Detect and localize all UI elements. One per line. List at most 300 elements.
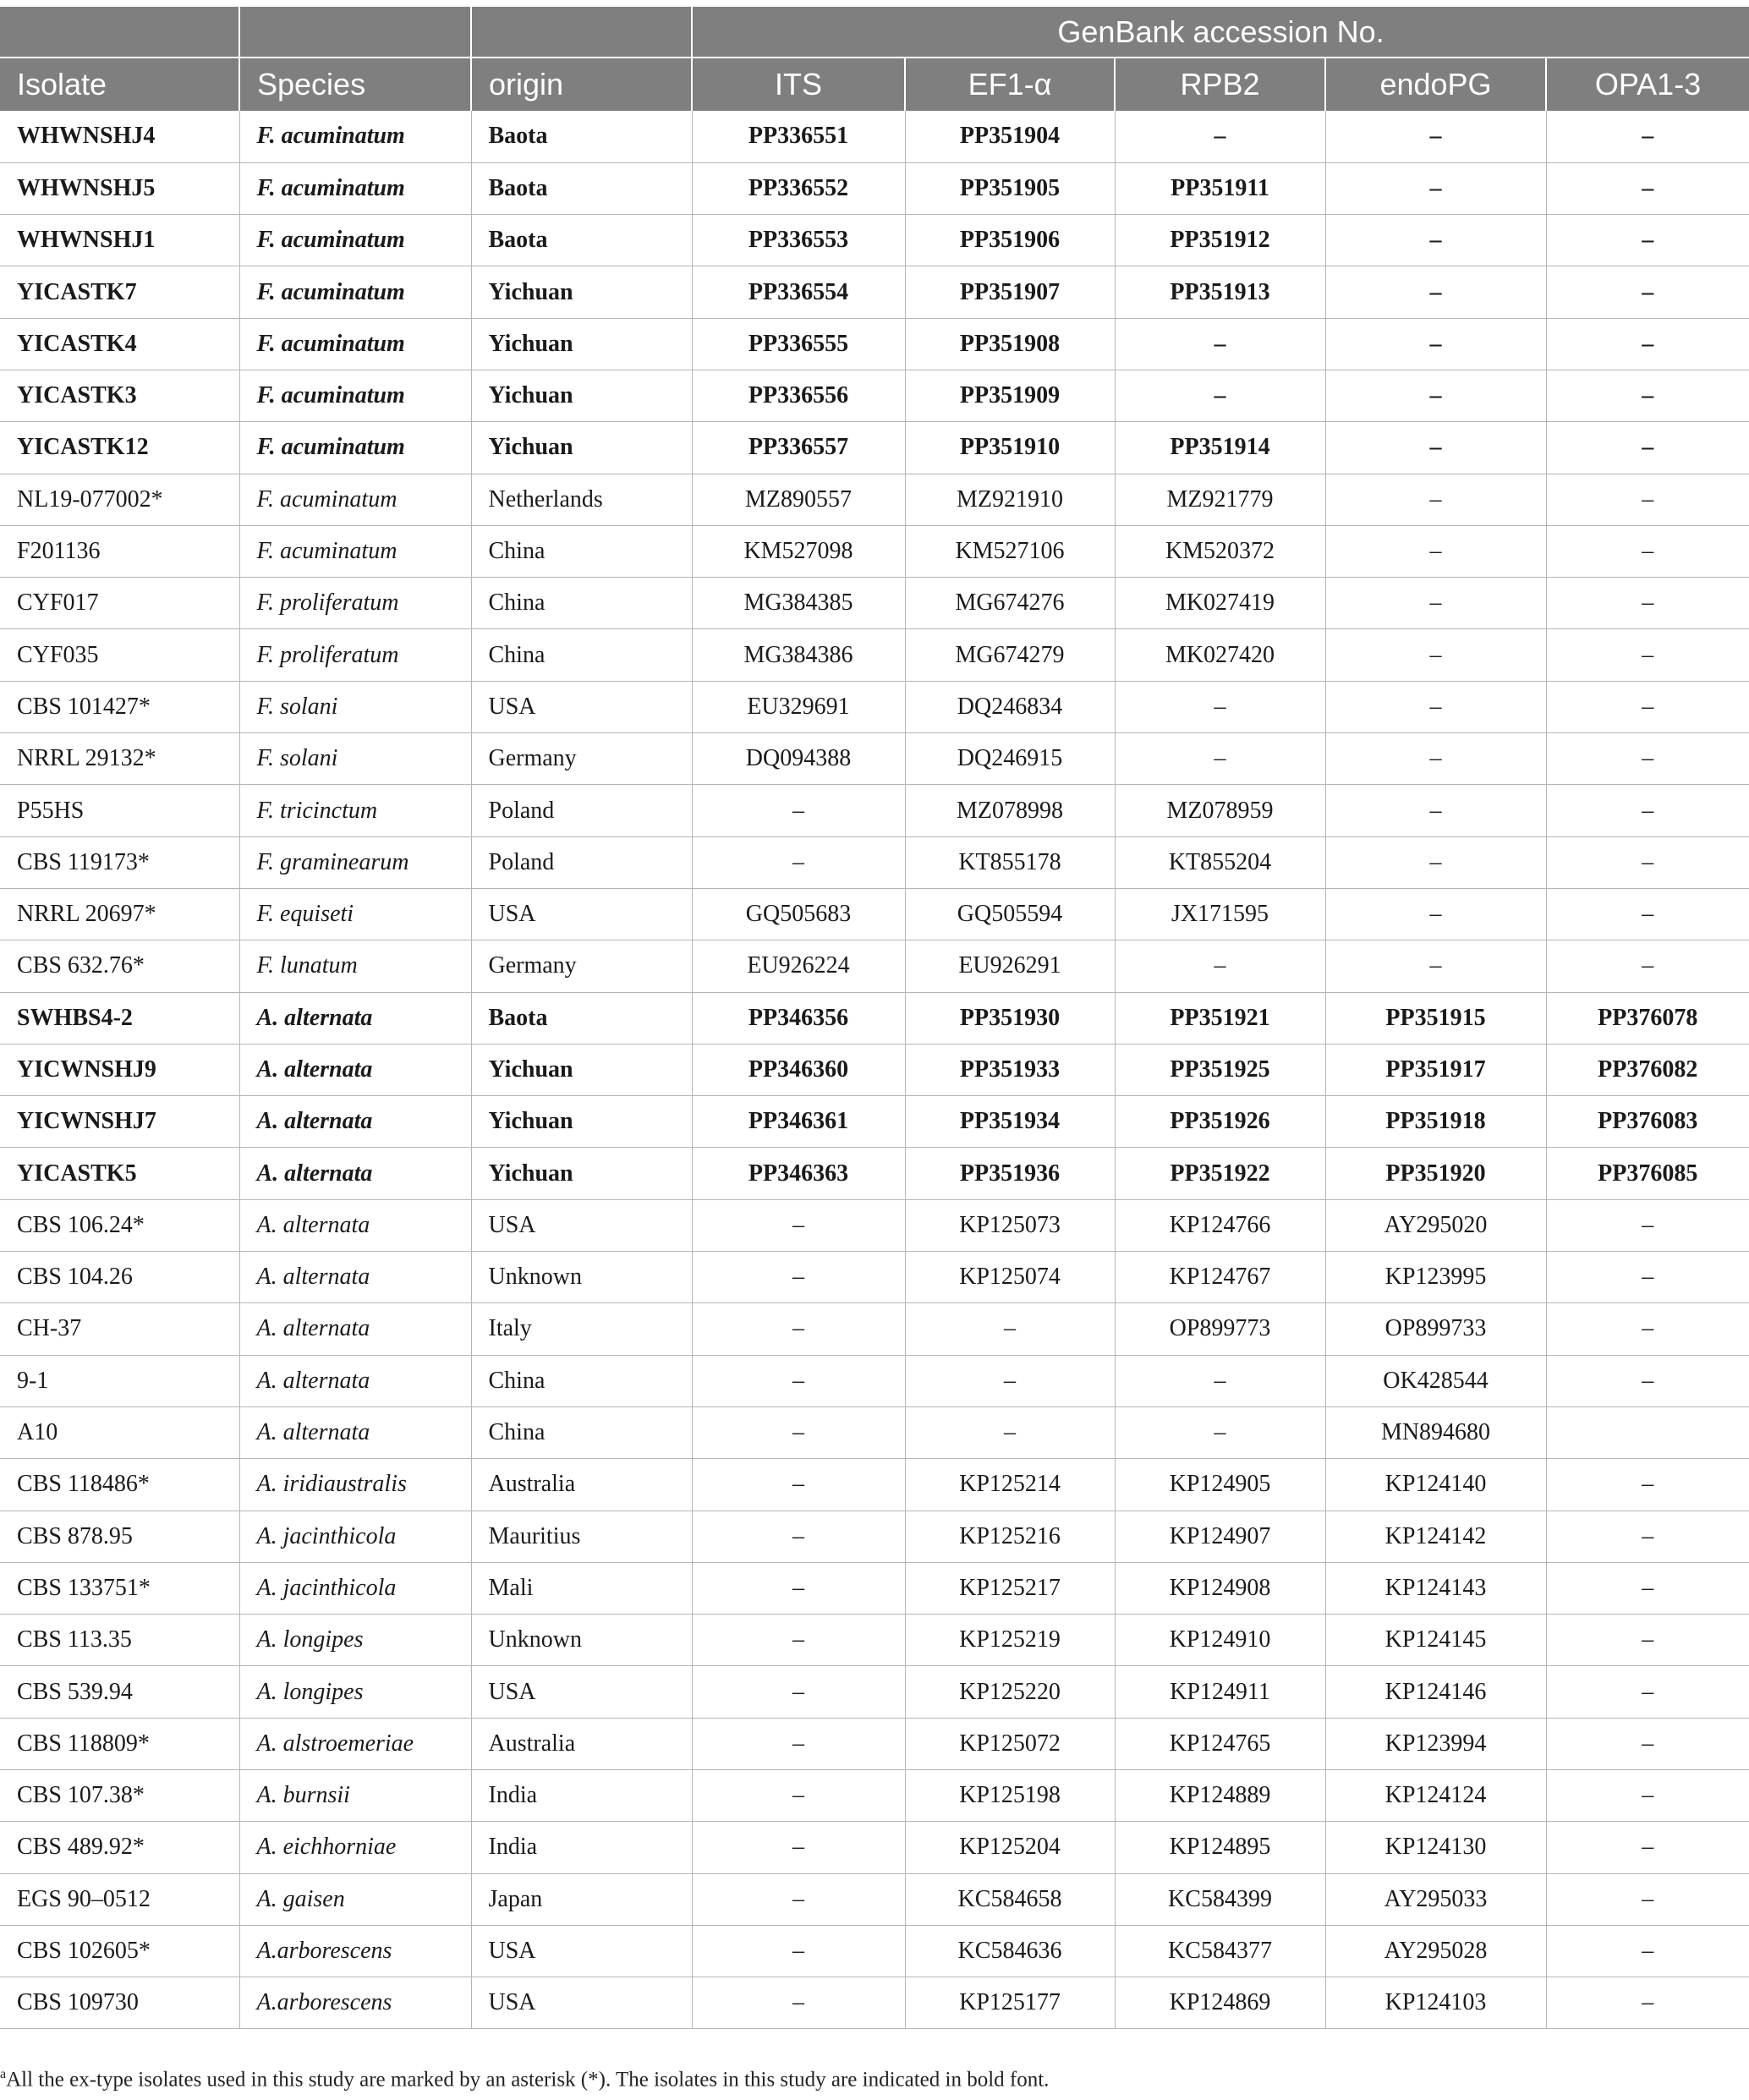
- rpb2-cell: KM520372: [1115, 525, 1325, 577]
- ef1a-cell: KP125219: [905, 1615, 1115, 1666]
- its-cell: –: [692, 1199, 905, 1251]
- origin-cell: India: [471, 1822, 692, 1873]
- species-cell: A.arborescens: [239, 1925, 471, 1977]
- isolate-cell: CYF017: [0, 578, 239, 629]
- its-cell: –: [692, 1615, 905, 1666]
- opa13-cell: –: [1546, 215, 1749, 266]
- isolate-cell: EGS 90–0512: [0, 1873, 239, 1925]
- opa13-cell: –: [1546, 785, 1749, 836]
- table-body: [0, 111, 1749, 2029]
- table-row: [0, 1822, 1749, 1873]
- endopg-cell: PP351918: [1325, 1096, 1546, 1148]
- table-row: [0, 1459, 1749, 1511]
- ef1a-cell: KT855178: [905, 836, 1115, 888]
- origin-cell: Yichuan: [471, 370, 692, 421]
- col-header-its: ITS: [692, 58, 905, 111]
- rpb2-cell: KT855204: [1115, 836, 1325, 888]
- table-row: [0, 1355, 1749, 1406]
- its-cell: –: [692, 1406, 905, 1458]
- rpb2-cell: PP351925: [1115, 1044, 1325, 1095]
- isolate-cell: 9-1: [0, 1355, 239, 1406]
- origin-cell: Netherlands: [471, 474, 692, 525]
- species-cell: A. jacinthicola: [239, 1511, 471, 1562]
- species-cell: F. solani: [239, 681, 471, 732]
- endopg-cell: –: [1325, 266, 1546, 318]
- opa13-cell: –: [1546, 266, 1749, 318]
- endopg-cell: –: [1325, 215, 1546, 266]
- rpb2-cell: KP124908: [1115, 1562, 1325, 1614]
- rpb2-cell: –: [1115, 681, 1325, 732]
- rpb2-cell: PP351912: [1115, 215, 1325, 266]
- origin-cell: Baota: [471, 162, 692, 214]
- table-row: [0, 1044, 1749, 1095]
- table-row: [0, 1925, 1749, 1977]
- table-footnote: [0, 2067, 1049, 2092]
- species-cell: F. proliferatum: [239, 629, 471, 681]
- isolate-cell: WHWNSHJ1: [0, 215, 239, 266]
- ef1a-cell: –: [905, 1406, 1115, 1458]
- header-blank: [471, 7, 692, 58]
- table-row: [0, 1406, 1749, 1458]
- origin-cell: Mauritius: [471, 1511, 692, 1562]
- endopg-cell: –: [1325, 888, 1546, 940]
- isolate-cell: NRRL 29132*: [0, 733, 239, 785]
- table-row: [0, 733, 1749, 785]
- opa13-cell: –: [1546, 1615, 1749, 1666]
- species-cell: A. alternata: [239, 1199, 471, 1251]
- origin-cell: Italy: [471, 1303, 692, 1355]
- endopg-cell: KP124142: [1325, 1511, 1546, 1562]
- its-cell: PP346363: [692, 1148, 905, 1199]
- ef1a-cell: PP351933: [905, 1044, 1115, 1095]
- rpb2-cell: KP124905: [1115, 1459, 1325, 1511]
- origin-cell: Germany: [471, 733, 692, 785]
- rpb2-cell: KP124889: [1115, 1770, 1325, 1822]
- endopg-cell: KP123994: [1325, 1718, 1546, 1769]
- isolate-cell: A10: [0, 1406, 239, 1458]
- table-row: [0, 681, 1749, 732]
- its-cell: –: [692, 1252, 905, 1303]
- isolate-cell: YICWNSHJ7: [0, 1096, 239, 1148]
- endopg-cell: –: [1325, 578, 1546, 629]
- its-cell: –: [692, 1925, 905, 1977]
- ef1a-cell: –: [905, 1303, 1115, 1355]
- origin-cell: China: [471, 1406, 692, 1458]
- table-row: [0, 474, 1749, 525]
- group-header-row: [0, 7, 1749, 58]
- rpb2-cell: –: [1115, 940, 1325, 992]
- its-cell: DQ094388: [692, 733, 905, 785]
- opa13-cell: –: [1546, 1303, 1749, 1355]
- rpb2-cell: KP124895: [1115, 1822, 1325, 1873]
- table-row: [0, 266, 1749, 318]
- isolate-cell: YICASTK7: [0, 266, 239, 318]
- opa13-cell: –: [1546, 162, 1749, 214]
- species-cell: F. acuminatum: [239, 266, 471, 318]
- endopg-cell: OP899733: [1325, 1303, 1546, 1355]
- opa13-cell: –: [1546, 940, 1749, 992]
- species-cell: F. graminearum: [239, 836, 471, 888]
- species-cell: A. alternata: [239, 992, 471, 1044]
- isolate-cell: CBS 118809*: [0, 1718, 239, 1769]
- isolate-cell: YICASTK3: [0, 370, 239, 421]
- endopg-cell: KP124146: [1325, 1666, 1546, 1718]
- species-cell: A. alstroemeriae: [239, 1718, 471, 1769]
- species-cell: A. longipes: [239, 1666, 471, 1718]
- species-cell: A. alternata: [239, 1096, 471, 1148]
- endopg-cell: PP351917: [1325, 1044, 1546, 1095]
- its-cell: PP336554: [692, 266, 905, 318]
- rpb2-cell: MK027419: [1115, 578, 1325, 629]
- isolate-cell: WHWNSHJ4: [0, 111, 239, 162]
- origin-cell: Yichuan: [471, 318, 692, 370]
- table-row: [0, 1096, 1749, 1148]
- isolate-cell: YICASTK5: [0, 1148, 239, 1199]
- origin-cell: China: [471, 578, 692, 629]
- ef1a-cell: KP125074: [905, 1252, 1115, 1303]
- origin-cell: Japan: [471, 1873, 692, 1925]
- endopg-cell: KP123995: [1325, 1252, 1546, 1303]
- table-row: [0, 940, 1749, 992]
- table-row: [0, 1770, 1749, 1822]
- origin-cell: USA: [471, 681, 692, 732]
- ef1a-cell: MZ921910: [905, 474, 1115, 525]
- species-cell: F. acuminatum: [239, 474, 471, 525]
- table-row: [0, 370, 1749, 421]
- col-header-rpb2: RPB2: [1115, 58, 1325, 111]
- opa13-cell: –: [1546, 1718, 1749, 1769]
- isolate-cell: CBS 107.38*: [0, 1770, 239, 1822]
- opa13-cell: –: [1546, 578, 1749, 629]
- ef1a-cell: KP125198: [905, 1770, 1115, 1822]
- isolate-cell: NRRL 20697*: [0, 888, 239, 940]
- isolate-cell: CBS 878.95: [0, 1511, 239, 1562]
- table-row: [0, 1303, 1749, 1355]
- its-cell: MG384386: [692, 629, 905, 681]
- table-row: [0, 1873, 1749, 1925]
- its-cell: GQ505683: [692, 888, 905, 940]
- ef1a-cell: PP351906: [905, 215, 1115, 266]
- ef1a-cell: MG674279: [905, 629, 1115, 681]
- species-cell: F. acuminatum: [239, 422, 471, 474]
- endopg-cell: PP351920: [1325, 1148, 1546, 1199]
- rpb2-cell: MZ078959: [1115, 785, 1325, 836]
- isolate-cell: YICASTK12: [0, 422, 239, 474]
- endopg-cell: –: [1325, 162, 1546, 214]
- origin-cell: Baota: [471, 215, 692, 266]
- rpb2-cell: PP351911: [1115, 162, 1325, 214]
- origin-cell: Poland: [471, 785, 692, 836]
- table-row: [0, 1718, 1749, 1769]
- endopg-cell: –: [1325, 318, 1546, 370]
- ef1a-cell: KP125073: [905, 1199, 1115, 1251]
- origin-cell: China: [471, 525, 692, 577]
- opa13-cell: PP376085: [1546, 1148, 1749, 1199]
- its-cell: –: [692, 785, 905, 836]
- its-cell: PP336551: [692, 111, 905, 162]
- species-cell: F. solani: [239, 733, 471, 785]
- table-row: [0, 1615, 1749, 1666]
- species-cell: F. lunatum: [239, 940, 471, 992]
- origin-cell: India: [471, 1770, 692, 1822]
- opa13-cell: –: [1546, 1666, 1749, 1718]
- rpb2-cell: –: [1115, 370, 1325, 421]
- ef1a-cell: PP351908: [905, 318, 1115, 370]
- species-cell: A. alternata: [239, 1355, 471, 1406]
- rpb2-cell: PP351913: [1115, 266, 1325, 318]
- origin-cell: Unknown: [471, 1615, 692, 1666]
- ef1a-cell: KP125072: [905, 1718, 1115, 1769]
- isolate-cell: CBS 119173*: [0, 836, 239, 888]
- its-cell: PP336552: [692, 162, 905, 214]
- species-cell: A. burnsii: [239, 1770, 471, 1822]
- origin-cell: Yichuan: [471, 1096, 692, 1148]
- its-cell: PP336553: [692, 215, 905, 266]
- origin-cell: China: [471, 629, 692, 681]
- isolate-cell: CBS 133751*: [0, 1562, 239, 1614]
- rpb2-cell: KP124911: [1115, 1666, 1325, 1718]
- endopg-cell: –: [1325, 836, 1546, 888]
- endopg-cell: –: [1325, 525, 1546, 577]
- its-cell: –: [692, 1355, 905, 1406]
- ef1a-cell: PP351909: [905, 370, 1115, 421]
- footnote-marker: a: [0, 2067, 7, 2081]
- isolate-cell: CBS 539.94: [0, 1666, 239, 1718]
- its-cell: PP336556: [692, 370, 905, 421]
- opa13-cell: –: [1546, 422, 1749, 474]
- endopg-cell: AY295033: [1325, 1873, 1546, 1925]
- its-cell: –: [692, 1459, 905, 1511]
- opa13-cell: –: [1546, 888, 1749, 940]
- opa13-cell: –: [1546, 525, 1749, 577]
- isolate-cell: YICASTK4: [0, 318, 239, 370]
- origin-cell: Baota: [471, 111, 692, 162]
- species-cell: A. alternata: [239, 1044, 471, 1095]
- ef1a-cell: KP125220: [905, 1666, 1115, 1718]
- opa13-cell: –: [1546, 1925, 1749, 1977]
- isolate-cell: CBS 632.76*: [0, 940, 239, 992]
- opa13-cell: –: [1546, 1822, 1749, 1873]
- endopg-cell: KP124140: [1325, 1459, 1546, 1511]
- origin-cell: Australia: [471, 1459, 692, 1511]
- origin-cell: USA: [471, 1666, 692, 1718]
- ef1a-cell: KP125204: [905, 1822, 1115, 1873]
- endopg-cell: –: [1325, 111, 1546, 162]
- origin-cell: Germany: [471, 940, 692, 992]
- its-cell: MZ890557: [692, 474, 905, 525]
- table-row: [0, 836, 1749, 888]
- isolate-cell: CBS 489.92*: [0, 1822, 239, 1873]
- its-cell: –: [692, 1303, 905, 1355]
- rpb2-cell: KC584377: [1115, 1925, 1325, 1977]
- origin-cell: USA: [471, 888, 692, 940]
- endopg-cell: –: [1325, 785, 1546, 836]
- table-row: [0, 1977, 1749, 2029]
- header-blank: [0, 7, 239, 58]
- endopg-cell: –: [1325, 629, 1546, 681]
- ef1a-cell: KP125216: [905, 1511, 1115, 1562]
- ef1a-cell: PP351905: [905, 162, 1115, 214]
- species-cell: A. eichhorniae: [239, 1822, 471, 1873]
- opa13-cell: –: [1546, 1199, 1749, 1251]
- accession-table: [0, 7, 1749, 2029]
- opa13-cell: –: [1546, 370, 1749, 421]
- its-cell: –: [692, 1666, 905, 1718]
- its-cell: –: [692, 1977, 905, 2029]
- ef1a-cell: KP125214: [905, 1459, 1115, 1511]
- table-row: [0, 888, 1749, 940]
- species-cell: A. alternata: [239, 1252, 471, 1303]
- ef1a-cell: EU926291: [905, 940, 1115, 992]
- opa13-cell: PP376082: [1546, 1044, 1749, 1095]
- rpb2-cell: JX171595: [1115, 888, 1325, 940]
- endopg-cell: –: [1325, 681, 1546, 732]
- species-cell: F. proliferatum: [239, 578, 471, 629]
- species-cell: A.arborescens: [239, 1977, 471, 2029]
- rpb2-cell: KP124766: [1115, 1199, 1325, 1251]
- opa13-cell: –: [1546, 318, 1749, 370]
- opa13-cell: –: [1546, 733, 1749, 785]
- ef1a-cell: KP125217: [905, 1562, 1115, 1614]
- its-cell: PP346356: [692, 992, 905, 1044]
- table-row: [0, 1666, 1749, 1718]
- species-cell: F. acuminatum: [239, 215, 471, 266]
- origin-cell: Yichuan: [471, 422, 692, 474]
- ef1a-cell: MG674276: [905, 578, 1115, 629]
- opa13-cell: PP376078: [1546, 992, 1749, 1044]
- origin-cell: USA: [471, 1977, 692, 2029]
- isolate-cell: CBS 106.24*: [0, 1199, 239, 1251]
- ef1a-cell: KC584636: [905, 1925, 1115, 1977]
- isolate-cell: CBS 104.26: [0, 1252, 239, 1303]
- rpb2-cell: –: [1115, 111, 1325, 162]
- table-row: [0, 525, 1749, 577]
- its-cell: –: [692, 1770, 905, 1822]
- species-cell: A. longipes: [239, 1615, 471, 1666]
- opa13-cell: –: [1546, 1873, 1749, 1925]
- endopg-cell: KP124145: [1325, 1615, 1546, 1666]
- rpb2-cell: KP124767: [1115, 1252, 1325, 1303]
- its-cell: –: [692, 1718, 905, 1769]
- rpb2-cell: PP351914: [1115, 422, 1325, 474]
- rpb2-cell: KP124910: [1115, 1615, 1325, 1666]
- species-cell: F. equiseti: [239, 888, 471, 940]
- its-cell: –: [692, 1511, 905, 1562]
- rpb2-cell: KP124869: [1115, 1977, 1325, 2029]
- endopg-cell: MN894680: [1325, 1406, 1546, 1458]
- opa13-cell: –: [1546, 1511, 1749, 1562]
- col-header-ef1a: EF1-α: [905, 58, 1115, 111]
- rpb2-cell: –: [1115, 1406, 1325, 1458]
- ef1a-cell: PP351910: [905, 422, 1115, 474]
- species-cell: F. tricinctum: [239, 785, 471, 836]
- rpb2-cell: KP124765: [1115, 1718, 1325, 1769]
- rpb2-cell: –: [1115, 1355, 1325, 1406]
- species-cell: F. acuminatum: [239, 525, 471, 577]
- ef1a-cell: PP351930: [905, 992, 1115, 1044]
- table-row: [0, 111, 1749, 162]
- isolate-cell: NL19-077002*: [0, 474, 239, 525]
- origin-cell: Yichuan: [471, 1148, 692, 1199]
- isolate-cell: CBS 118486*: [0, 1459, 239, 1511]
- origin-cell: USA: [471, 1925, 692, 1977]
- opa13-cell: –: [1546, 1459, 1749, 1511]
- origin-cell: Baota: [471, 992, 692, 1044]
- its-cell: EU926224: [692, 940, 905, 992]
- ef1a-cell: MZ078998: [905, 785, 1115, 836]
- endopg-cell: –: [1325, 422, 1546, 474]
- col-header-species: Species: [239, 58, 471, 111]
- species-cell: F. acuminatum: [239, 370, 471, 421]
- endopg-cell: OK428544: [1325, 1355, 1546, 1406]
- table-row: [0, 1199, 1749, 1251]
- its-cell: –: [692, 836, 905, 888]
- origin-cell: Yichuan: [471, 266, 692, 318]
- isolate-cell: CBS 113.35: [0, 1615, 239, 1666]
- rpb2-cell: MZ921779: [1115, 474, 1325, 525]
- isolate-cell: F201136: [0, 525, 239, 577]
- origin-cell: Mali: [471, 1562, 692, 1614]
- opa13-cell: –: [1546, 474, 1749, 525]
- opa13-cell: –: [1546, 681, 1749, 732]
- its-cell: MG384385: [692, 578, 905, 629]
- table-row: [0, 578, 1749, 629]
- opa13-cell: [1546, 1406, 1749, 1458]
- ef1a-cell: KM527106: [905, 525, 1115, 577]
- endopg-cell: AY295020: [1325, 1199, 1546, 1251]
- species-cell: F. acuminatum: [239, 162, 471, 214]
- ef1a-cell: PP351936: [905, 1148, 1115, 1199]
- its-cell: PP346360: [692, 1044, 905, 1095]
- species-cell: A. jacinthicola: [239, 1562, 471, 1614]
- table-row: [0, 1511, 1749, 1562]
- rpb2-cell: –: [1115, 318, 1325, 370]
- opa13-cell: –: [1546, 629, 1749, 681]
- opa13-cell: –: [1546, 1562, 1749, 1614]
- genbank-group-header: GenBank accession No.: [692, 7, 1749, 58]
- opa13-cell: –: [1546, 1355, 1749, 1406]
- species-cell: A. alternata: [239, 1148, 471, 1199]
- endopg-cell: KP124130: [1325, 1822, 1546, 1873]
- origin-cell: USA: [471, 1199, 692, 1251]
- col-header-opa13: OPA1-3: [1546, 58, 1749, 111]
- endopg-cell: –: [1325, 940, 1546, 992]
- isolate-cell: YICWNSHJ9: [0, 1044, 239, 1095]
- opa13-cell: –: [1546, 836, 1749, 888]
- origin-cell: Poland: [471, 836, 692, 888]
- ef1a-cell: –: [905, 1355, 1115, 1406]
- rpb2-cell: PP351922: [1115, 1148, 1325, 1199]
- ef1a-cell: KC584658: [905, 1873, 1115, 1925]
- its-cell: PP336557: [692, 422, 905, 474]
- header-blank: [239, 7, 471, 58]
- rpb2-cell: PP351926: [1115, 1096, 1325, 1148]
- isolate-cell: P55HS: [0, 785, 239, 836]
- its-cell: PP346361: [692, 1096, 905, 1148]
- its-cell: –: [692, 1562, 905, 1614]
- species-cell: F. acuminatum: [239, 111, 471, 162]
- its-cell: KM527098: [692, 525, 905, 577]
- col-header-isolate: Isolate: [0, 58, 239, 111]
- ef1a-cell: PP351934: [905, 1096, 1115, 1148]
- rpb2-cell: –: [1115, 733, 1325, 785]
- endopg-cell: KP124103: [1325, 1977, 1546, 2029]
- opa13-cell: –: [1546, 1252, 1749, 1303]
- isolate-cell: CBS 102605*: [0, 1925, 239, 1977]
- table-row: [0, 1562, 1749, 1614]
- isolate-cell: WHWNSHJ5: [0, 162, 239, 214]
- table-row: [0, 318, 1749, 370]
